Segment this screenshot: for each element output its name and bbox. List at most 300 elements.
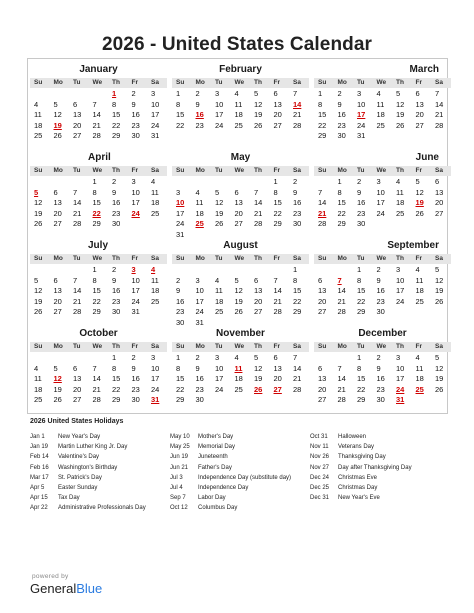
- day-cell: 23: [176, 307, 185, 317]
- month-october: [30, 326, 167, 414]
- holiday-item: [170, 463, 291, 473]
- day-cell: 15: [357, 374, 366, 384]
- day-cell: 17: [376, 198, 385, 208]
- holiday-day: 24: [131, 208, 140, 218]
- empty-day: [50, 353, 70, 364]
- day-cell: 19: [234, 296, 243, 306]
- day-cell: 30: [376, 307, 385, 317]
- day-cell: 30: [112, 307, 121, 317]
- day-cell: 17: [151, 374, 160, 384]
- empty-day: [89, 353, 109, 364]
- day-cell: 3: [376, 177, 381, 186]
- day-cell: 29: [92, 307, 101, 317]
- day-cell: 5: [53, 99, 58, 109]
- month-name: October: [79, 328, 118, 339]
- day-cell: 15: [92, 198, 101, 208]
- holiday-name: Juneteenth: [198, 454, 228, 461]
- day-cell: 25: [234, 120, 243, 130]
- holiday-name: New Year's Eve: [338, 495, 380, 502]
- day-cell: 30: [337, 131, 346, 141]
- holiday-day: 7: [337, 275, 342, 285]
- day-cell: 28: [337, 307, 346, 317]
- day-cell: 1: [92, 177, 97, 186]
- holiday-day: 19: [415, 198, 424, 208]
- weekday-label: Su: [34, 343, 43, 350]
- day-grid: [30, 177, 167, 230]
- day-cell: 20: [73, 384, 82, 394]
- day-cell: 21: [273, 296, 282, 306]
- day-cell: 26: [435, 296, 444, 306]
- weekday-label: We: [234, 79, 245, 86]
- day-grid: [172, 177, 309, 241]
- day-cell: 24: [215, 384, 224, 394]
- day-cell: 27: [53, 219, 62, 229]
- day-cell: 6: [53, 275, 58, 285]
- day-cell: 30: [357, 219, 366, 229]
- day-cell: 12: [415, 187, 424, 197]
- day-cell: 15: [112, 110, 121, 120]
- day-cell: 12: [435, 275, 444, 285]
- day-cell: 13: [254, 286, 263, 296]
- weekday-label: Fr: [131, 255, 138, 262]
- holiday-day: 19: [53, 120, 62, 130]
- day-cell: 8: [293, 275, 298, 285]
- weekday-label: Su: [318, 167, 327, 174]
- weekday-label: Su: [176, 79, 185, 86]
- day-cell: 25: [376, 120, 385, 130]
- day-cell: 8: [92, 275, 97, 285]
- holiday-item: [170, 432, 291, 442]
- day-cell: 12: [34, 198, 43, 208]
- weekday-label: Th: [112, 343, 120, 350]
- weekday-header: [314, 166, 451, 176]
- brand-name-blue: Blue: [76, 581, 103, 596]
- day-cell: 6: [73, 363, 78, 373]
- day-cell: 27: [73, 395, 82, 405]
- month-name: September: [387, 240, 439, 251]
- day-cell: 21: [92, 120, 101, 130]
- empty-day: [314, 265, 334, 276]
- holiday-day: 31: [151, 395, 160, 405]
- day-cell: 8: [337, 187, 342, 197]
- holiday-item: [170, 493, 291, 503]
- day-cell: 5: [53, 363, 58, 373]
- weekday-label: Mo: [195, 79, 205, 86]
- weekday-label: Sa: [293, 255, 301, 262]
- day-cell: 23: [376, 296, 385, 306]
- weekday-label: We: [92, 255, 103, 262]
- holiday-day: 10: [176, 198, 185, 208]
- day-cell: 16: [337, 110, 346, 120]
- day-cell: 27: [318, 307, 327, 317]
- holiday-item: [310, 483, 412, 493]
- weekday-label: We: [234, 343, 245, 350]
- day-grid: [314, 177, 451, 230]
- empty-day: [172, 177, 192, 188]
- day-cell: 15: [293, 286, 302, 296]
- day-cell: 30: [131, 131, 140, 141]
- day-cell: 1: [273, 177, 278, 186]
- holiday-name: Independence Day (substitute day): [198, 474, 292, 481]
- weekday-label: Th: [396, 255, 404, 262]
- weekday-label: Su: [176, 167, 185, 174]
- day-cell: 9: [376, 275, 381, 285]
- day-cell: 29: [112, 131, 121, 141]
- weekday-label: We: [92, 343, 103, 350]
- day-cell: 17: [396, 374, 405, 384]
- day-cell: 22: [112, 384, 121, 394]
- weekday-label: Tu: [73, 79, 81, 86]
- weekday-label: Tu: [215, 79, 223, 86]
- weekday-label: Tu: [73, 167, 81, 174]
- weekday-label: Th: [112, 167, 120, 174]
- day-cell: 17: [151, 110, 160, 120]
- day-cell: 8: [176, 363, 181, 373]
- day-cell: 21: [73, 208, 82, 218]
- day-cell: 9: [357, 187, 362, 197]
- day-cell: 4: [396, 177, 401, 186]
- day-cell: 16: [131, 374, 140, 384]
- weekday-label: Fr: [415, 343, 422, 350]
- empty-day: [30, 89, 50, 100]
- weekday-label: Tu: [215, 343, 223, 350]
- holiday-day: 31: [396, 395, 405, 405]
- day-cell: 15: [318, 110, 327, 120]
- day-cell: 26: [215, 219, 224, 229]
- day-cell: 25: [151, 208, 160, 218]
- day-grid: [30, 265, 167, 318]
- holiday-item: [170, 473, 291, 483]
- weekday-label: Fr: [273, 255, 280, 262]
- holiday-name: Columbus Day: [198, 505, 238, 512]
- day-cell: 15: [337, 198, 346, 208]
- day-cell: 30: [131, 395, 140, 405]
- weekday-label: Sa: [151, 255, 159, 262]
- empty-day: [250, 177, 270, 188]
- day-cell: 23: [337, 120, 346, 130]
- day-cell: 7: [254, 187, 259, 197]
- day-cell: 14: [73, 198, 82, 208]
- day-cell: 4: [195, 187, 200, 197]
- holiday-name: Memorial Day: [198, 444, 236, 451]
- day-cell: 31: [195, 317, 204, 327]
- day-cell: 4: [234, 89, 239, 98]
- day-cell: 14: [254, 198, 263, 208]
- day-cell: 26: [34, 219, 43, 229]
- day-cell: 22: [293, 296, 302, 306]
- empty-day: [192, 177, 212, 188]
- day-cell: 2: [112, 265, 117, 274]
- weekday-label: Mo: [195, 343, 205, 350]
- day-cell: 25: [34, 131, 43, 141]
- weekday-label: Su: [34, 255, 43, 262]
- weekday-label: Su: [318, 255, 327, 262]
- day-cell: 11: [376, 99, 385, 109]
- holiday-day: 25: [195, 219, 204, 229]
- holiday-date: Jan 19: [30, 444, 49, 451]
- weekday-label: Su: [34, 167, 43, 174]
- day-cell: 5: [415, 177, 420, 186]
- day-grid: [314, 89, 451, 142]
- day-cell: 18: [234, 110, 243, 120]
- day-cell: 28: [293, 384, 302, 394]
- day-cell: 30: [112, 219, 121, 229]
- empty-day: [50, 89, 70, 100]
- holiday-item: [30, 432, 146, 442]
- day-cell: 21: [337, 296, 346, 306]
- day-cell: 19: [435, 374, 444, 384]
- weekday-label: Sa: [151, 343, 159, 350]
- month-november: [172, 326, 309, 414]
- day-cell: 6: [254, 275, 259, 285]
- day-cell: 8: [318, 99, 323, 109]
- weekday-label: We: [234, 255, 245, 262]
- holiday-date: Dec 25: [310, 484, 330, 491]
- day-cell: 2: [131, 353, 136, 362]
- day-cell: 21: [293, 374, 302, 384]
- day-cell: 2: [131, 89, 136, 98]
- weekday-label: Mo: [53, 79, 63, 86]
- empty-day: [89, 89, 109, 100]
- holiday-date: Feb 14: [30, 454, 49, 461]
- day-cell: 28: [337, 395, 346, 405]
- day-cell: 19: [254, 374, 263, 384]
- day-cell: 26: [234, 307, 243, 317]
- holiday-day: 27: [273, 384, 282, 394]
- day-cell: 27: [318, 395, 327, 405]
- day-cell: 7: [435, 89, 440, 98]
- day-cell: 10: [396, 363, 405, 373]
- day-cell: 13: [415, 99, 424, 109]
- day-cell: 22: [337, 208, 346, 218]
- weekday-label: Th: [112, 79, 120, 86]
- weekday-label: Th: [254, 255, 262, 262]
- holiday-day: 14: [293, 99, 302, 109]
- weekday-label: We: [376, 79, 387, 86]
- day-cell: 10: [215, 99, 224, 109]
- holiday-item: [310, 473, 412, 483]
- empty-day: [314, 353, 334, 364]
- holiday-day: 3: [131, 265, 136, 274]
- day-cell: 18: [376, 110, 385, 120]
- day-cell: 23: [131, 120, 140, 130]
- day-cell: 2: [337, 89, 342, 98]
- empty-day: [30, 177, 50, 188]
- day-cell: 20: [234, 208, 243, 218]
- day-cell: 29: [112, 395, 121, 405]
- holiday-date: Dec 31: [310, 495, 330, 502]
- day-cell: 23: [112, 208, 121, 218]
- holiday-item: [310, 463, 412, 473]
- day-cell: 8: [112, 363, 117, 373]
- weekday-header: [30, 254, 167, 264]
- day-cell: 25: [215, 307, 224, 317]
- day-grid: [30, 353, 167, 406]
- weekday-label: Su: [176, 255, 185, 262]
- day-cell: 9: [195, 363, 200, 373]
- month-february: [172, 62, 309, 150]
- day-cell: 12: [53, 110, 62, 120]
- day-cell: 24: [195, 307, 204, 317]
- calendar-grid: [30, 62, 448, 412]
- holiday-date: Feb 16: [30, 464, 49, 471]
- day-cell: 29: [318, 131, 327, 141]
- holiday-item: [170, 452, 291, 462]
- day-cell: 6: [273, 353, 278, 362]
- holiday-day: 26: [254, 384, 263, 394]
- day-cell: 22: [112, 120, 121, 130]
- day-cell: 28: [273, 307, 282, 317]
- day-cell: 19: [396, 110, 405, 120]
- day-cell: 5: [234, 275, 239, 285]
- day-cell: 21: [73, 296, 82, 306]
- day-cell: 26: [254, 120, 263, 130]
- day-cell: 27: [435, 208, 444, 218]
- day-cell: 20: [273, 110, 282, 120]
- powered-by-text: powered by: [32, 573, 69, 580]
- weekday-label: We: [376, 343, 387, 350]
- day-cell: 16: [293, 198, 302, 208]
- month-august: [172, 238, 309, 326]
- weekday-label: Th: [254, 79, 262, 86]
- holiday-name: Father's Day: [198, 464, 232, 471]
- day-cell: 3: [131, 177, 136, 186]
- day-cell: 9: [176, 286, 181, 296]
- day-cell: 20: [318, 296, 327, 306]
- day-cell: 12: [396, 99, 405, 109]
- day-cell: 3: [151, 353, 156, 362]
- weekday-header: [30, 342, 167, 352]
- day-cell: 16: [357, 198, 366, 208]
- day-cell: 10: [376, 187, 385, 197]
- day-cell: 4: [215, 275, 220, 285]
- day-cell: 28: [73, 307, 82, 317]
- day-cell: 6: [318, 275, 323, 285]
- day-cell: 9: [131, 99, 136, 109]
- weekday-label: Su: [318, 343, 327, 350]
- day-cell: 17: [131, 286, 140, 296]
- day-cell: 20: [73, 120, 82, 130]
- day-cell: 22: [273, 208, 282, 218]
- empty-day: [172, 265, 192, 276]
- day-cell: 14: [92, 110, 101, 120]
- day-cell: 19: [34, 208, 43, 218]
- day-cell: 10: [151, 99, 160, 109]
- holiday-date: Jun 21: [170, 464, 189, 471]
- weekday-label: Fr: [415, 167, 422, 174]
- day-cell: 22: [176, 384, 185, 394]
- day-cell: 8: [273, 187, 278, 197]
- day-cell: 18: [195, 208, 204, 218]
- page-title: 2026 - United States Calendar: [101, 34, 373, 55]
- day-cell: 16: [112, 198, 121, 208]
- day-cell: 6: [73, 99, 78, 109]
- day-cell: 18: [151, 198, 160, 208]
- day-cell: 7: [273, 275, 278, 285]
- day-cell: 11: [34, 374, 42, 384]
- empty-day: [192, 265, 212, 276]
- day-cell: 8: [176, 99, 181, 109]
- month-july: [30, 238, 167, 326]
- weekday-header: [30, 78, 167, 88]
- weekday-label: Mo: [195, 255, 205, 262]
- day-cell: 5: [435, 353, 440, 362]
- day-cell: 15: [357, 286, 366, 296]
- day-cell: 28: [435, 120, 444, 130]
- month-june: [314, 150, 451, 238]
- day-cell: 9: [337, 99, 342, 109]
- brand-name-general: General: [30, 581, 77, 596]
- day-cell: 7: [337, 363, 342, 373]
- day-cell: 21: [337, 384, 346, 394]
- day-cell: 28: [254, 219, 263, 229]
- weekday-label: Th: [396, 167, 404, 174]
- day-cell: 22: [318, 120, 327, 130]
- day-cell: 25: [151, 296, 160, 306]
- day-cell: 23: [195, 384, 204, 394]
- day-cell: 23: [131, 384, 140, 394]
- day-cell: 4: [415, 353, 420, 362]
- holiday-item: [30, 483, 146, 493]
- day-cell: 2: [293, 177, 298, 186]
- holiday-date: Apr 15: [30, 495, 48, 502]
- day-cell: 1: [318, 89, 323, 98]
- weekday-label: Fr: [131, 79, 138, 86]
- empty-day: [231, 265, 251, 276]
- empty-day: [69, 265, 89, 276]
- day-cell: 11: [415, 275, 424, 285]
- holiday-name: Tax Day: [58, 495, 80, 502]
- day-cell: 26: [53, 395, 62, 405]
- day-cell: 13: [53, 286, 62, 296]
- day-cell: 23: [112, 296, 121, 306]
- day-cell: 26: [415, 208, 424, 218]
- day-cell: 25: [396, 208, 405, 218]
- holidays-title: 2026 United States Holidays: [30, 418, 124, 425]
- day-cell: 10: [131, 275, 140, 285]
- day-cell: 26: [53, 131, 62, 141]
- weekday-label: Th: [396, 343, 404, 350]
- day-cell: 31: [357, 131, 366, 141]
- day-cell: 9: [293, 187, 298, 197]
- weekday-label: Sa: [435, 255, 443, 262]
- day-cell: 20: [53, 208, 62, 218]
- day-cell: 11: [195, 198, 204, 208]
- day-cell: 2: [357, 177, 362, 186]
- day-cell: 3: [396, 265, 401, 274]
- holiday-day: 4: [151, 265, 156, 274]
- day-cell: 16: [112, 286, 121, 296]
- holiday-item: [170, 442, 291, 452]
- day-cell: 6: [273, 89, 278, 98]
- day-cell: 23: [357, 208, 366, 218]
- weekday-label: Mo: [53, 343, 63, 350]
- month-name: June: [415, 152, 439, 163]
- day-cell: 13: [73, 110, 82, 120]
- weekday-label: Tu: [215, 167, 223, 174]
- day-cell: 3: [195, 275, 200, 285]
- holiday-item: [30, 442, 146, 452]
- day-cell: 27: [415, 120, 424, 130]
- day-cell: 24: [357, 120, 366, 130]
- weekday-label: Su: [176, 343, 185, 350]
- day-cell: 24: [131, 296, 140, 306]
- holiday-day: 24: [396, 384, 405, 394]
- day-cell: 18: [396, 198, 405, 208]
- empty-day: [50, 265, 70, 276]
- weekday-header: [172, 342, 309, 352]
- month-name: February: [219, 64, 262, 75]
